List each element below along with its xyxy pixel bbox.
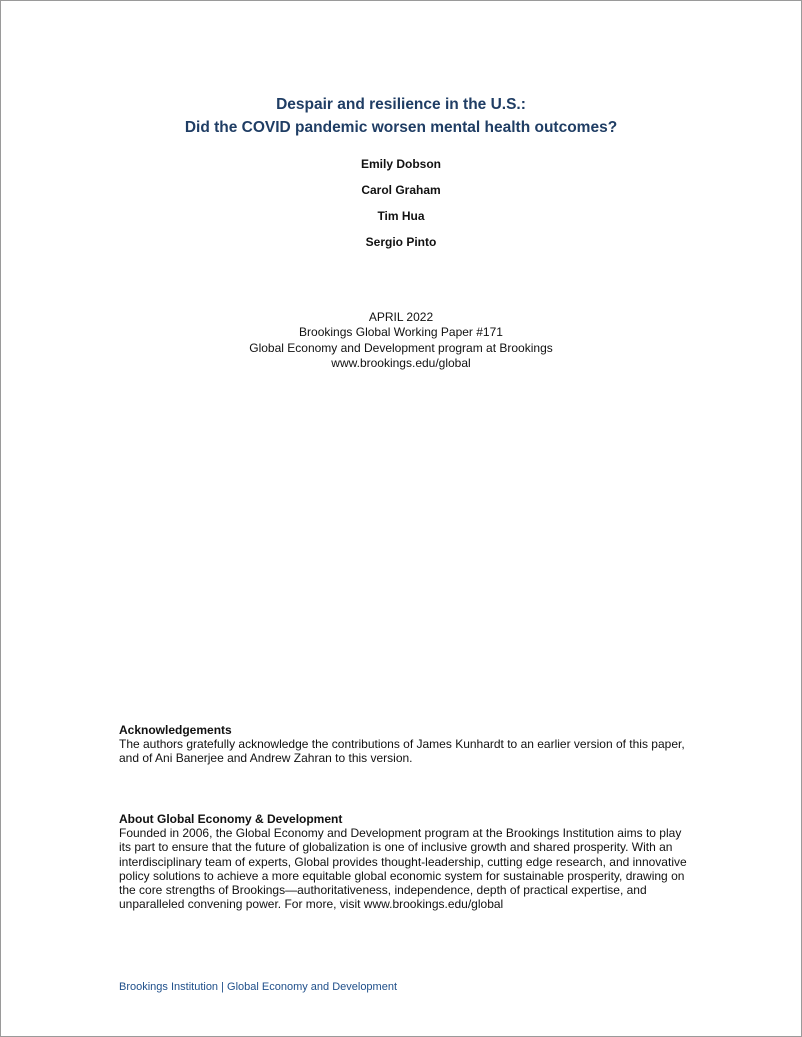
about-line: Founded in 2006, the Global Economy and Development program at the Brookings Institution aims to play (119, 826, 682, 841)
about-line: policy solutions to achieve a more equitable global economic system for sustainable prosperity, drawing on (119, 868, 685, 883)
acknowledgements-heading: Acknowledgements (119, 723, 232, 737)
working-paper-series: Brookings Global Working Paper #171 (299, 325, 503, 340)
acknowledgements-line: and of Ani Banerjee and Andrew Zahran to this version. (119, 751, 413, 766)
title-line-1: Despair and resilience in the U.S.: (276, 96, 526, 113)
acknowledgements-section (119, 723, 691, 766)
author-list (1, 155, 801, 259)
paper-title (1, 93, 801, 139)
about-line: interdisciplinary team of experts, Global provides thought-leadership, cutting edge research, and innovative (119, 854, 687, 869)
publication-info (1, 310, 801, 372)
author-name: Carol Graham (361, 183, 441, 197)
about-line: the core strengths of Brookings—authoritativeness, independence, depth of practical expertise, and (119, 883, 647, 898)
acknowledgements-line: The authors gratefully acknowledge the contributions of James Kunhardt to an earlier version of this paper, (119, 737, 685, 752)
about-section (119, 812, 691, 911)
program-name: Global Economy and Development program at Brookings (249, 340, 553, 355)
publication-date: APRIL 2022 (368, 310, 434, 324)
author-name: Tim Hua (377, 209, 425, 223)
program-url: www.brookings.edu/global (331, 356, 471, 371)
author-name: Emily Dobson (360, 157, 441, 171)
about-heading: About Global Economy & Development (119, 812, 343, 826)
about-line: its part to ensure that the future of globalization is one of inclusive growth and shared prosperity. With an (119, 840, 673, 855)
about-line: unparalleled convening power. For more, visit www.brookings.edu/global (119, 897, 504, 912)
page-footer: Brookings Institution | Global Economy and Development (119, 981, 398, 993)
title-line-2: Did the COVID pandemic worsen mental health outcomes? (184, 119, 618, 136)
author-name: Sergio Pinto (365, 235, 437, 249)
